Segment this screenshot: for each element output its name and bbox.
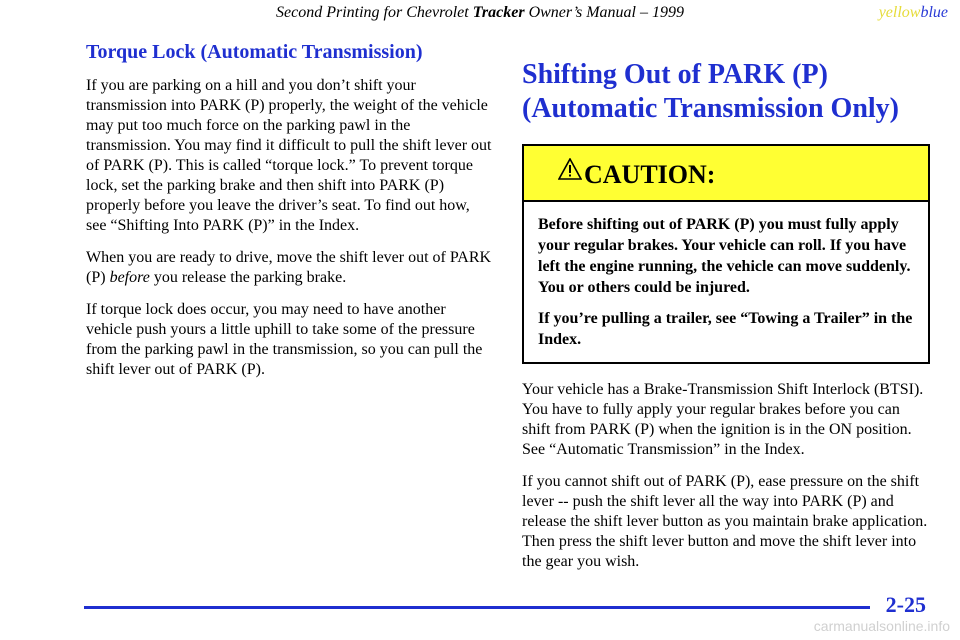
caution-text: If you’re pulling a trailer, see “Towing a Trailer” in the Index. <box>538 310 913 348</box>
warning-triangle-icon <box>558 158 582 180</box>
paragraph-text: you release the parking brake. <box>149 269 347 286</box>
paragraph: If torque lock does occur, you may need to have another vehicle push yours a little uphill to take some of the pressure from the parking pawl in the transmission, so you can pull the shift lever out of PARK (P). <box>86 301 483 378</box>
color-mark-yellow: yellow <box>878 4 921 21</box>
right-column <box>522 58 930 584</box>
header-prefix: Second Printing for Chevrolet <box>276 4 473 21</box>
header-suffix: Owner’s Manual – 1999 <box>524 4 684 21</box>
left-column <box>86 40 494 392</box>
section-title-line: (Automatic Transmission Only) <box>522 93 899 124</box>
paragraph <box>86 248 494 288</box>
header-color-marks <box>879 4 948 22</box>
section-title-shifting-out <box>522 58 930 126</box>
caution-header <box>524 146 928 202</box>
paragraph: Your vehicle has a Brake-Transmission Shift Interlock (BTSI). You have to fully apply your regular brakes before you can shift from PARK (P) when the ignition is in the ON position. See “Automatic Transmission” in the Index. <box>522 381 924 458</box>
color-mark-blue: blue <box>920 4 948 21</box>
page-number: 2-25 <box>885 592 926 617</box>
watermark: carmanualsonline.info <box>813 618 950 634</box>
header-model: Tracker <box>472 4 525 21</box>
caution-box <box>522 144 930 364</box>
paragraph: If you cannot shift out of PARK (P), ease pressure on the shift lever -- push the shift lever all the way into PARK (P) and release the shift lever button as you maintain brake application. Then press the shift lever button and move the shift lever into the gear you wish. <box>522 473 928 570</box>
footer-rule <box>84 606 870 609</box>
header-title <box>0 4 960 22</box>
caution-body <box>524 202 928 362</box>
paragraph: If you are parking on a hill and you don’t shift your transmission into PARK (P) properly, the weight of the vehicle may put too much force on the parking pawl in the transmission. You may find it difficult to pull the shift lever out of PARK (P). This is called “torque lock.” To prevent torque lock, set the parking brake and then shift into PARK (P) properly before you leave the driver’s seat. To find out how, see “Shifting Into PARK (P)” in the Index. <box>86 77 492 234</box>
page-header <box>0 4 960 26</box>
caution-label: CAUTION: <box>584 160 716 189</box>
section-title-line: Shifting Out of PARK (P) <box>522 59 828 90</box>
caution-text: Before shifting out of PARK (P) you must fully apply your regular brakes. Your vehicle can roll. If you have left the engine running, the vehicle can move suddenly. You or others could be injured. <box>538 216 911 296</box>
section-title-torque-lock: Torque Lock (Automatic Transmission) <box>86 41 423 63</box>
emphasis-text: before <box>109 269 150 286</box>
paragraph-text: When you are ready to drive, move the shift lever out of PARK (P) <box>86 249 492 286</box>
